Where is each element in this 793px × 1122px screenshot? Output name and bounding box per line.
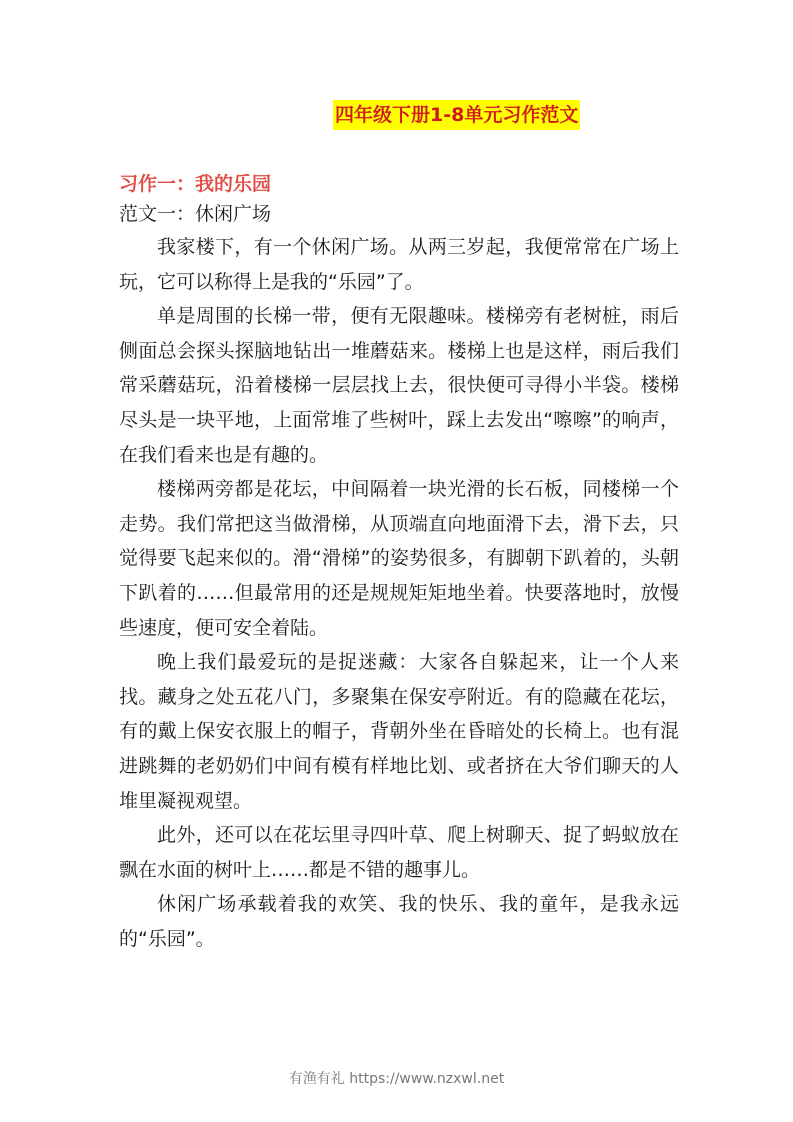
paragraph: 晚上我们最爱玩的是捉迷藏：大家各自躲起来，让一个人来找。藏身之处五花八门，多聚集在保安亭附近。有的隐藏在花坛，有的戴上保安衣服上的帽子，背朝外坐在昏暗处的长椅上。也有混进跳舞的老奶奶们中间有模有样地比划、或者挤在大爷们聊天的人堆里凝视观望。 — [119, 651, 679, 812]
paragraph: 此外，还可以在花坛里寻四叶草、爬上树聊天、捉了蚂蚁放在飘在水面的树叶上……都是不错的趣事儿。 — [119, 824, 679, 881]
paragraph: 休闲广场承载着我的欢笑、我的快乐、我的童年，是我永远的“乐园”。 — [119, 893, 679, 950]
section-heading: 习作一：我的乐园 — [119, 173, 272, 195]
footer-watermark: 有渔有礼 https://www.nzxwl.net — [288, 1071, 505, 1087]
paragraph: 楼梯两旁都是花坛，中间隔着一块光滑的长石板，同楼梯一个走势。我们常把这当做滑梯，从顶端直向地面滑下去，滑下去，只觉得要飞起来似的。滑“滑梯”的姿势很多，有脚朝下趴着的，头朝下趴着的……但最常用的还是规规矩矩地坐着。快要落地时，放慢些速度，便可安全着陆。 — [119, 478, 679, 639]
paragraph: 单是周围的长梯一带，便有无限趣味。楼梯旁有老树桩，雨后侧面总会探头探脑地钻出一堆蘑菇来。楼梯上也是这样，雨后我们常采蘑菇玩，沿着楼梯一层层找上去，很快便可寻得小半袋。楼梯尽头是一块平地，上面常堆了些树叶，踩上去发出“嚓嚓”的响声，在我们看来也是有趣的。 — [119, 305, 679, 466]
essay-body — [119, 230, 679, 956]
essay-subtitle: 范文一：休闲广场 — [119, 203, 272, 225]
document-title: 四年级下册1-8单元习作范文 — [333, 100, 580, 130]
paragraph: 我家楼下，有一个休闲广场。从两三岁起，我便常常在广场上玩，它可以称得上是我的“乐园”了。 — [119, 236, 679, 293]
